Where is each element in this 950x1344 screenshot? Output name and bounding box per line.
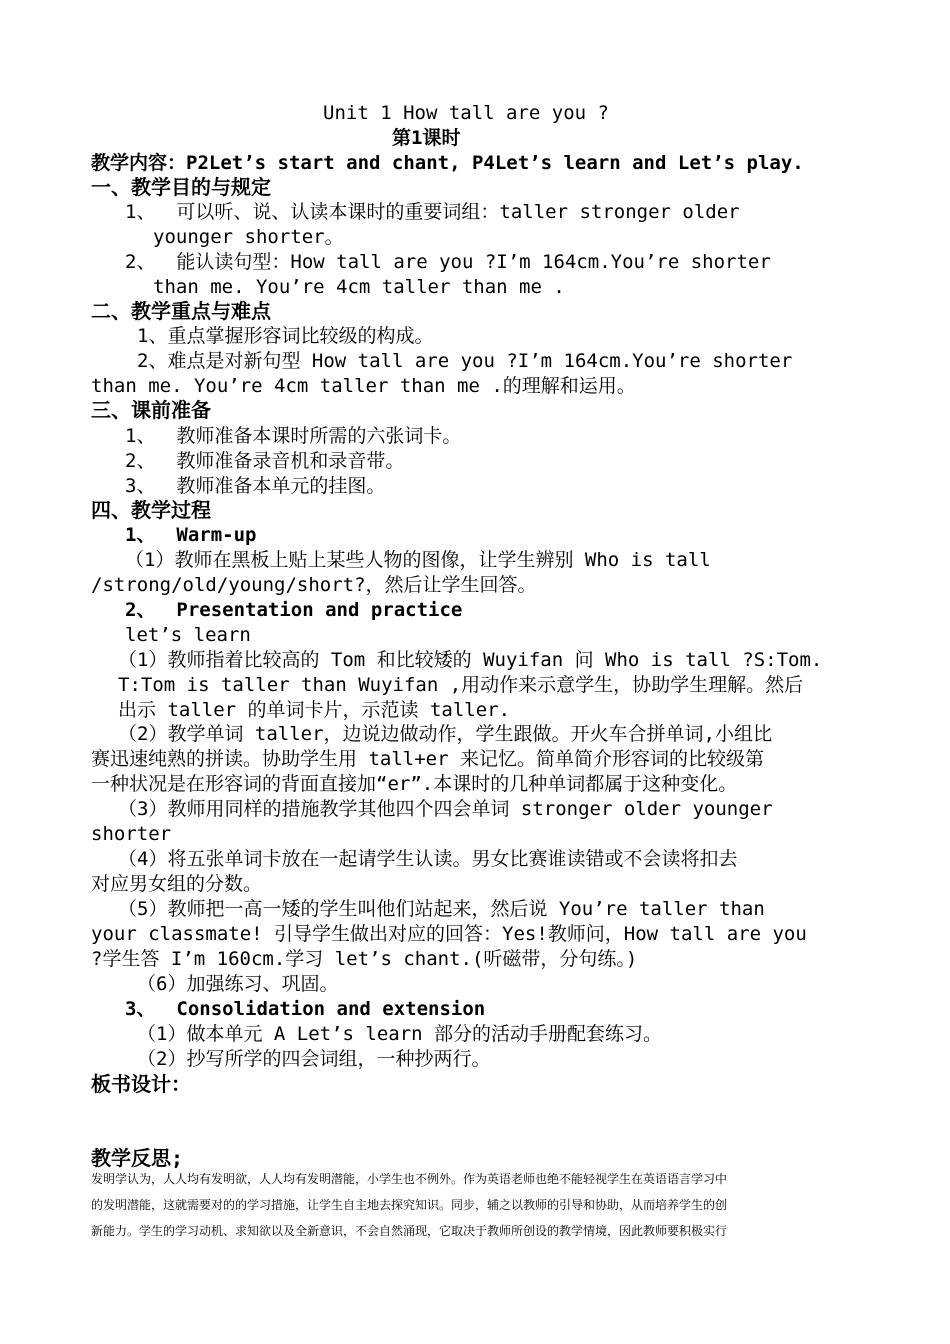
- reflection-line-2: 的发明潜能，这就需要对的的学习措施，让学生自主地去探究知识。同步，辅之以教师的引导和协助，从而培养学生的创: [91, 1198, 728, 1212]
- key-point-2: 2、难点是对新句型 How tall are you ?I’m 164cm.You’re shorter: [137, 350, 793, 372]
- practice-4-cont: 对应男女组的分数。: [91, 873, 263, 895]
- warm-up-1: （1）教师在黑板上贴上某些人物的图像，让学生辨别 Who is tall: [125, 549, 711, 571]
- key-point-1: 1、重点掌握形容词比较级的构成。: [137, 325, 434, 347]
- practice-4: （4）将五张单词卡放在一起请学生认读。男女比赛谁读错或不会读将扣去: [118, 848, 738, 870]
- practice-5-cont-a: your classmate! 引导学生做出对应的回答：Yes!教师问，How tall are you: [91, 923, 807, 945]
- teaching-content: 教学内容：P2Let’s start and chant, P4Let’s learn and Let’s play.: [91, 152, 804, 174]
- board-design-heading: 板书设计：: [91, 1072, 191, 1096]
- section-heading-preparation: 三、课前准备: [91, 398, 211, 422]
- practice-6: （6）加强练习、巩固。: [137, 973, 339, 995]
- reflection-heading: 教学反思;: [91, 1146, 184, 1170]
- reflection-line-3: 新能力。学生的学习动机、求知欲以及全新意识，不会自然涌现，它取决于教师所创设的教学情境，因此教师要积极实行: [91, 1224, 728, 1238]
- step-warm-up: 1、 Warm-up: [125, 524, 257, 546]
- warm-up-1-cont: /strong/old/young/short?，然后让学生回答。: [91, 574, 537, 596]
- practice-1-cont-a: T:Tom is taller than Wuyifan ,用动作来示意学生，协助学生理解。然后: [118, 674, 804, 696]
- practice-2-cont-b: 一种状况是在形容词的背面直接加“er”.本课时的几种单词都属于这种变化。: [91, 773, 738, 795]
- practice-2-cont-a: 赛迅速纯熟的拼读。协助学生用 tall+er 来记忆。简单简介形容词的比较级第: [91, 748, 764, 770]
- section-heading-objectives: 一、教学目的与规定: [91, 175, 271, 199]
- objective-1-cont: younger shorter。: [153, 226, 344, 248]
- prep-item-3: 3、 教师准备本单元的挂图。: [125, 475, 386, 497]
- step-consolidation: 3、 Consolidation and extension: [125, 998, 486, 1020]
- practice-1: （1）教师指着比较高的 Tom 和比较矮的 Wuyifan 问 Who is tall ?S:Tom.: [118, 649, 823, 671]
- practice-3: （3）教师用同样的措施教学其他四个四会单词 stronger older younger: [118, 798, 773, 820]
- consolidation-1: （1）做本单元 A Let’s learn 部分的活动手册配套练习。: [137, 1023, 663, 1045]
- objective-1: 1、 可以听、说、认读本课时的重要词组：taller stronger older: [125, 201, 740, 223]
- practice-5-cont-b: ?学生答 I’m 160cm.学习 let’s chant.(听磁带，分句练。): [91, 948, 638, 970]
- practice-3-cont: shorter: [91, 823, 172, 845]
- section-heading-process: 四、教学过程: [91, 498, 211, 522]
- step-presentation: 2、 Presentation and practice: [125, 599, 463, 621]
- practice-2: （2）教学单词 taller，边说边做动作，学生跟做。开火车合拼单词,小组比: [118, 723, 772, 745]
- reflection-line-1: 发明学认为，人人均有发明欲，人人均有发明潜能，小学生也不例外。作为英语老师也绝不能轻视学生在英语语言学习中: [91, 1172, 728, 1186]
- section-heading-key-points: 二、教学重点与难点: [91, 299, 271, 323]
- prep-item-2: 2、 教师准备录音机和录音带。: [125, 450, 405, 472]
- consolidation-2: （2）抄写所学的四会词组，一种抄两行。: [137, 1048, 491, 1070]
- lets-learn-label: let’s learn: [125, 624, 251, 646]
- practice-1-cont-b: 出示 taller 的单词卡片，示范读 taller.: [118, 699, 511, 721]
- prep-item-1: 1、 教师准备本课时所需的六张词卡。: [125, 425, 462, 447]
- objective-2: 2、 能认读句型：How tall are you ?I’m 164cm.You’re shorter: [125, 251, 771, 273]
- objective-2-cont: than me. You’re 4cm taller than me .: [153, 276, 565, 298]
- lesson-number: 第1课时: [392, 127, 461, 149]
- key-point-2-cont: than me. You’re 4cm taller than me .的理解和运用。: [91, 375, 636, 397]
- unit-title: Unit 1 How tall are you ?: [323, 102, 609, 124]
- practice-5: （5）教师把一高一矮的学生叫他们站起来，然后说 You’re taller than: [118, 898, 765, 920]
